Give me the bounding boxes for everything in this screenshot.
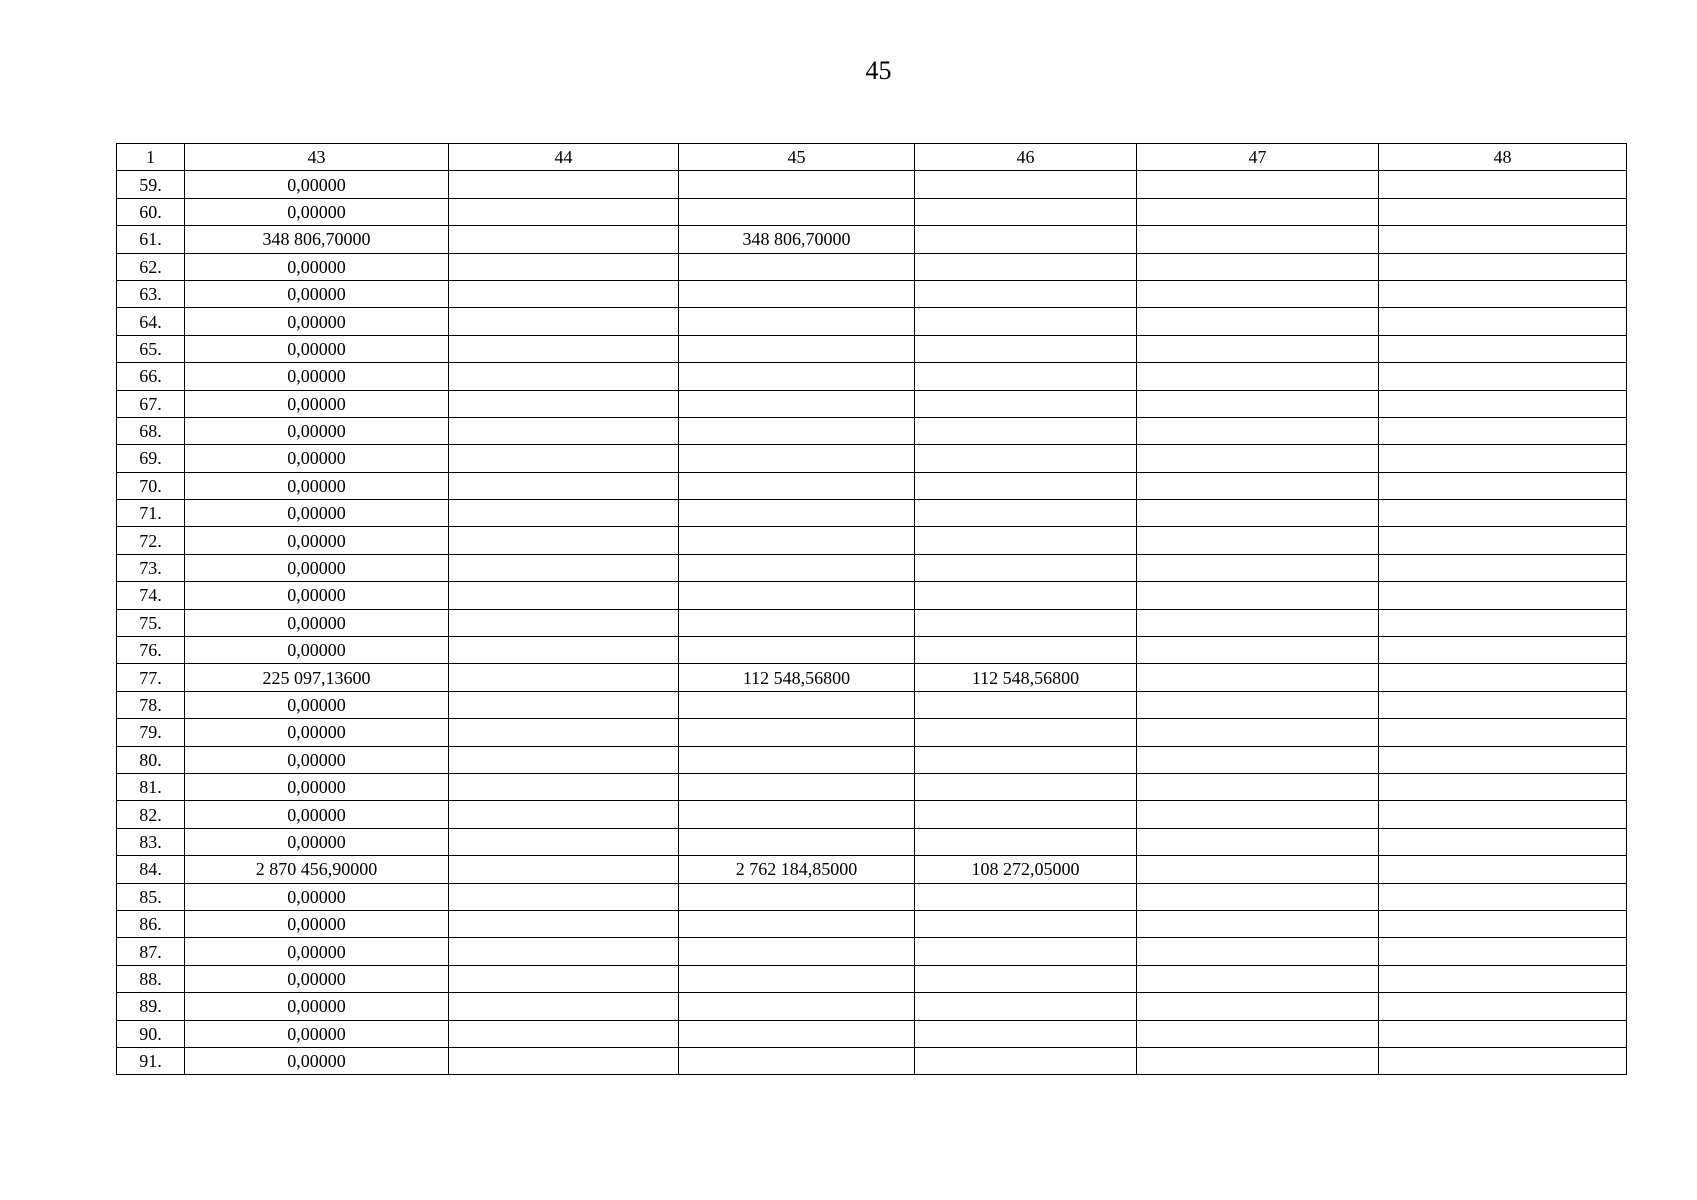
table-row bbox=[117, 773, 1627, 800]
table-cell-col-44 bbox=[449, 746, 679, 773]
header-cell-col-44: 44 bbox=[449, 144, 679, 171]
table-cell-col-44 bbox=[449, 445, 679, 472]
table-cell-col-45 bbox=[679, 719, 915, 746]
table-cell-row-number: 81. bbox=[117, 773, 185, 800]
table-cell-col-45 bbox=[679, 637, 915, 664]
data-table-container bbox=[116, 143, 1627, 1075]
table-cell-col-45 bbox=[679, 883, 915, 910]
table-cell-col-45 bbox=[679, 1020, 915, 1047]
table-row bbox=[117, 856, 1627, 883]
table-cell-col-44 bbox=[449, 856, 679, 883]
table-row bbox=[117, 609, 1627, 636]
table-cell-col-47 bbox=[1137, 417, 1379, 444]
table-cell-col-48 bbox=[1379, 335, 1627, 362]
table-cell-col-47 bbox=[1137, 828, 1379, 855]
table-cell-row-number: 84. bbox=[117, 856, 185, 883]
table-cell-col-43: 0,00000 bbox=[185, 773, 449, 800]
table-cell-col-45 bbox=[679, 609, 915, 636]
table-cell-col-48 bbox=[1379, 965, 1627, 992]
table-cell-col-48 bbox=[1379, 171, 1627, 198]
table-cell-col-48 bbox=[1379, 472, 1627, 499]
table-cell-row-number: 77. bbox=[117, 664, 185, 691]
table-cell-col-48 bbox=[1379, 554, 1627, 581]
table-row bbox=[117, 417, 1627, 444]
table-cell-row-number: 75. bbox=[117, 609, 185, 636]
table-cell-row-number: 91. bbox=[117, 1047, 185, 1074]
table-header-row bbox=[117, 144, 1627, 171]
table-cell-col-43: 0,00000 bbox=[185, 308, 449, 335]
table-row bbox=[117, 527, 1627, 554]
table-cell-col-48 bbox=[1379, 363, 1627, 390]
table-cell-col-47 bbox=[1137, 226, 1379, 253]
table-cell-col-46: 112 548,56800 bbox=[915, 664, 1137, 691]
table-cell-col-45 bbox=[679, 335, 915, 362]
table-cell-row-number: 68. bbox=[117, 417, 185, 444]
table-cell-col-44 bbox=[449, 335, 679, 362]
table-cell-col-44 bbox=[449, 198, 679, 225]
table-cell-row-number: 78. bbox=[117, 691, 185, 718]
table-cell-col-45 bbox=[679, 527, 915, 554]
table-cell-col-43: 0,00000 bbox=[185, 500, 449, 527]
table-cell-col-45 bbox=[679, 171, 915, 198]
table-cell-col-48 bbox=[1379, 883, 1627, 910]
table-cell-col-46 bbox=[915, 582, 1137, 609]
table-cell-col-46 bbox=[915, 719, 1137, 746]
table-cell-col-43: 0,00000 bbox=[185, 582, 449, 609]
table-cell-col-45: 348 806,70000 bbox=[679, 226, 915, 253]
table-row bbox=[117, 1047, 1627, 1074]
table-row bbox=[117, 363, 1627, 390]
table-cell-row-number: 90. bbox=[117, 1020, 185, 1047]
table-cell-col-44 bbox=[449, 417, 679, 444]
table-row bbox=[117, 390, 1627, 417]
table-cell-col-43: 0,00000 bbox=[185, 390, 449, 417]
table-cell-col-47 bbox=[1137, 363, 1379, 390]
table-cell-col-43: 0,00000 bbox=[185, 445, 449, 472]
table-cell-col-45 bbox=[679, 280, 915, 307]
table-cell-col-48 bbox=[1379, 719, 1627, 746]
table-cell-col-44 bbox=[449, 993, 679, 1020]
table-row bbox=[117, 253, 1627, 280]
table-cell-col-46 bbox=[915, 280, 1137, 307]
table-cell-col-43: 0,00000 bbox=[185, 198, 449, 225]
table-cell-col-47 bbox=[1137, 1047, 1379, 1074]
table-cell-row-number: 63. bbox=[117, 280, 185, 307]
table-cell-col-46 bbox=[915, 883, 1137, 910]
table-cell-col-45 bbox=[679, 445, 915, 472]
table-cell-col-44 bbox=[449, 472, 679, 499]
table-cell-col-44 bbox=[449, 500, 679, 527]
table-row bbox=[117, 171, 1627, 198]
table-cell-col-47 bbox=[1137, 1020, 1379, 1047]
table-cell-col-47 bbox=[1137, 171, 1379, 198]
table-row bbox=[117, 582, 1627, 609]
table-cell-col-43: 0,00000 bbox=[185, 883, 449, 910]
table-row bbox=[117, 226, 1627, 253]
table-cell-col-48 bbox=[1379, 691, 1627, 718]
table-cell-col-44 bbox=[449, 965, 679, 992]
table-cell-col-44 bbox=[449, 719, 679, 746]
table-cell-col-48 bbox=[1379, 637, 1627, 664]
table-cell-col-48 bbox=[1379, 746, 1627, 773]
table-row bbox=[117, 500, 1627, 527]
table-cell-col-47 bbox=[1137, 993, 1379, 1020]
table-cell-row-number: 76. bbox=[117, 637, 185, 664]
table-cell-col-47 bbox=[1137, 500, 1379, 527]
table-cell-row-number: 82. bbox=[117, 801, 185, 828]
table-cell-row-number: 88. bbox=[117, 965, 185, 992]
table-cell-col-43: 0,00000 bbox=[185, 910, 449, 937]
table-cell-col-48 bbox=[1379, 226, 1627, 253]
header-cell-col-47: 47 bbox=[1137, 144, 1379, 171]
table-cell-col-43: 0,00000 bbox=[185, 171, 449, 198]
table-cell-col-46 bbox=[915, 226, 1137, 253]
table-cell-col-44 bbox=[449, 801, 679, 828]
table-cell-row-number: 71. bbox=[117, 500, 185, 527]
table-cell-row-number: 74. bbox=[117, 582, 185, 609]
table-row bbox=[117, 746, 1627, 773]
header-cell-col-46: 46 bbox=[915, 144, 1137, 171]
table-cell-col-46 bbox=[915, 472, 1137, 499]
table-cell-row-number: 62. bbox=[117, 253, 185, 280]
table-cell-col-48 bbox=[1379, 445, 1627, 472]
table-cell-col-43: 0,00000 bbox=[185, 417, 449, 444]
table-cell-col-48 bbox=[1379, 773, 1627, 800]
table-row bbox=[117, 965, 1627, 992]
table-cell-col-48 bbox=[1379, 801, 1627, 828]
table-cell-col-43: 0,00000 bbox=[185, 253, 449, 280]
table-row bbox=[117, 335, 1627, 362]
table-row bbox=[117, 308, 1627, 335]
table-cell-col-44 bbox=[449, 828, 679, 855]
table-cell-col-43: 0,00000 bbox=[185, 828, 449, 855]
table-cell-col-43: 0,00000 bbox=[185, 746, 449, 773]
table-cell-col-45: 112 548,56800 bbox=[679, 664, 915, 691]
table-cell-col-48 bbox=[1379, 417, 1627, 444]
table-cell-col-43: 0,00000 bbox=[185, 527, 449, 554]
table-row bbox=[117, 472, 1627, 499]
table-cell-col-47 bbox=[1137, 719, 1379, 746]
table-cell-col-43: 0,00000 bbox=[185, 719, 449, 746]
table-cell-col-47 bbox=[1137, 910, 1379, 937]
table-cell-col-46 bbox=[915, 1020, 1137, 1047]
table-cell-col-47 bbox=[1137, 965, 1379, 992]
table-cell-col-47 bbox=[1137, 664, 1379, 691]
table-cell-col-47 bbox=[1137, 746, 1379, 773]
table-cell-col-46 bbox=[915, 828, 1137, 855]
table-cell-col-48 bbox=[1379, 1020, 1627, 1047]
table-cell-col-48 bbox=[1379, 993, 1627, 1020]
table-cell-col-48 bbox=[1379, 253, 1627, 280]
table-cell-col-46 bbox=[915, 445, 1137, 472]
table-cell-col-48 bbox=[1379, 198, 1627, 225]
table-cell-col-43: 0,00000 bbox=[185, 1047, 449, 1074]
table-cell-col-47 bbox=[1137, 582, 1379, 609]
table-cell-col-46 bbox=[915, 554, 1137, 581]
data-table bbox=[116, 143, 1627, 1075]
table-cell-col-44 bbox=[449, 226, 679, 253]
table-cell-col-48 bbox=[1379, 664, 1627, 691]
table-cell-col-48 bbox=[1379, 280, 1627, 307]
table-cell-row-number: 61. bbox=[117, 226, 185, 253]
table-cell-col-43: 2 870 456,90000 bbox=[185, 856, 449, 883]
table-cell-col-43: 0,00000 bbox=[185, 280, 449, 307]
table-cell-col-46 bbox=[915, 801, 1137, 828]
table-cell-row-number: 83. bbox=[117, 828, 185, 855]
table-cell-col-43: 0,00000 bbox=[185, 965, 449, 992]
table-cell-col-47 bbox=[1137, 609, 1379, 636]
table-cell-col-45 bbox=[679, 308, 915, 335]
table-body bbox=[117, 144, 1627, 1075]
table-cell-col-45 bbox=[679, 582, 915, 609]
page-number: 45 bbox=[865, 56, 892, 85]
table-cell-col-45 bbox=[679, 773, 915, 800]
table-cell-col-45 bbox=[679, 828, 915, 855]
table-cell-col-44 bbox=[449, 691, 679, 718]
table-cell-col-46 bbox=[915, 637, 1137, 664]
table-cell-col-48 bbox=[1379, 856, 1627, 883]
table-cell-col-46 bbox=[915, 171, 1137, 198]
table-cell-col-45 bbox=[679, 993, 915, 1020]
table-cell-col-44 bbox=[449, 664, 679, 691]
header-cell-col-48: 48 bbox=[1379, 144, 1627, 171]
table-cell-col-44 bbox=[449, 280, 679, 307]
table-row bbox=[117, 554, 1627, 581]
table-cell-col-47 bbox=[1137, 280, 1379, 307]
table-cell-row-number: 60. bbox=[117, 198, 185, 225]
table-row bbox=[117, 198, 1627, 225]
table-cell-col-47 bbox=[1137, 308, 1379, 335]
table-cell-row-number: 70. bbox=[117, 472, 185, 499]
table-cell-col-44 bbox=[449, 308, 679, 335]
table-cell-col-44 bbox=[449, 637, 679, 664]
table-cell-col-46 bbox=[915, 773, 1137, 800]
table-cell-col-45 bbox=[679, 500, 915, 527]
table-row bbox=[117, 910, 1627, 937]
table-cell-col-45 bbox=[679, 801, 915, 828]
table-cell-col-43: 348 806,70000 bbox=[185, 226, 449, 253]
table-cell-row-number: 65. bbox=[117, 335, 185, 362]
table-cell-col-44 bbox=[449, 938, 679, 965]
table-cell-col-46 bbox=[915, 500, 1137, 527]
table-cell-col-48 bbox=[1379, 1047, 1627, 1074]
table-cell-col-47 bbox=[1137, 390, 1379, 417]
table-cell-col-44 bbox=[449, 1020, 679, 1047]
table-cell-col-46 bbox=[915, 335, 1137, 362]
table-row bbox=[117, 280, 1627, 307]
table-cell-col-47 bbox=[1137, 253, 1379, 280]
table-cell-col-45 bbox=[679, 910, 915, 937]
table-cell-row-number: 66. bbox=[117, 363, 185, 390]
table-cell-col-48 bbox=[1379, 828, 1627, 855]
table-cell-col-45 bbox=[679, 746, 915, 773]
table-row bbox=[117, 1020, 1627, 1047]
table-cell-col-43: 0,00000 bbox=[185, 691, 449, 718]
table-cell-col-47 bbox=[1137, 691, 1379, 718]
table-cell-col-47 bbox=[1137, 883, 1379, 910]
table-cell-col-44 bbox=[449, 883, 679, 910]
table-cell-col-46 bbox=[915, 910, 1137, 937]
table-cell-col-47 bbox=[1137, 773, 1379, 800]
table-cell-col-45 bbox=[679, 253, 915, 280]
table-cell-col-44 bbox=[449, 390, 679, 417]
table-cell-col-45 bbox=[679, 198, 915, 225]
table-cell-col-45 bbox=[679, 965, 915, 992]
table-cell-row-number: 80. bbox=[117, 746, 185, 773]
table-cell-col-47 bbox=[1137, 637, 1379, 664]
header-cell-col-43: 43 bbox=[185, 144, 449, 171]
table-cell-row-number: 89. bbox=[117, 993, 185, 1020]
table-row bbox=[117, 801, 1627, 828]
table-cell-row-number: 87. bbox=[117, 938, 185, 965]
table-cell-row-number: 67. bbox=[117, 390, 185, 417]
table-cell-col-44 bbox=[449, 171, 679, 198]
table-cell-col-48 bbox=[1379, 938, 1627, 965]
table-cell-col-43: 0,00000 bbox=[185, 609, 449, 636]
table-cell-row-number: 79. bbox=[117, 719, 185, 746]
table-cell-col-46 bbox=[915, 1047, 1137, 1074]
table-cell-col-44 bbox=[449, 582, 679, 609]
table-cell-row-number: 73. bbox=[117, 554, 185, 581]
table-cell-col-44 bbox=[449, 910, 679, 937]
table-cell-col-44 bbox=[449, 773, 679, 800]
table-cell-col-45 bbox=[679, 554, 915, 581]
table-cell-col-45: 2 762 184,85000 bbox=[679, 856, 915, 883]
table-cell-col-47 bbox=[1137, 335, 1379, 362]
table-cell-col-44 bbox=[449, 527, 679, 554]
table-cell-col-47 bbox=[1137, 801, 1379, 828]
table-cell-col-46 bbox=[915, 253, 1137, 280]
table-cell-col-47 bbox=[1137, 938, 1379, 965]
table-row bbox=[117, 691, 1627, 718]
table-cell-col-47 bbox=[1137, 554, 1379, 581]
table-cell-col-45 bbox=[679, 472, 915, 499]
table-cell-col-43: 0,00000 bbox=[185, 801, 449, 828]
table-cell-col-43: 0,00000 bbox=[185, 363, 449, 390]
table-cell-row-number: 59. bbox=[117, 171, 185, 198]
table-cell-col-45 bbox=[679, 417, 915, 444]
table-cell-col-44 bbox=[449, 363, 679, 390]
table-row bbox=[117, 938, 1627, 965]
table-row bbox=[117, 883, 1627, 910]
table-cell-col-45 bbox=[679, 363, 915, 390]
table-cell-row-number: 69. bbox=[117, 445, 185, 472]
table-cell-col-43: 0,00000 bbox=[185, 472, 449, 499]
table-cell-col-45 bbox=[679, 938, 915, 965]
table-cell-col-47 bbox=[1137, 472, 1379, 499]
table-cell-col-43: 0,00000 bbox=[185, 1020, 449, 1047]
table-cell-col-47 bbox=[1137, 856, 1379, 883]
table-row bbox=[117, 664, 1627, 691]
table-cell-col-46 bbox=[915, 609, 1137, 636]
table-cell-col-48 bbox=[1379, 582, 1627, 609]
table-cell-col-48 bbox=[1379, 527, 1627, 554]
table-cell-col-43: 0,00000 bbox=[185, 637, 449, 664]
table-cell-col-46 bbox=[915, 198, 1137, 225]
table-cell-col-45 bbox=[679, 691, 915, 718]
table-cell-col-48 bbox=[1379, 609, 1627, 636]
table-cell-col-46 bbox=[915, 938, 1137, 965]
table-cell-col-46 bbox=[915, 363, 1137, 390]
table-cell-col-44 bbox=[449, 1047, 679, 1074]
table-cell-col-46 bbox=[915, 993, 1137, 1020]
table-cell-col-46 bbox=[915, 965, 1137, 992]
table-cell-row-number: 72. bbox=[117, 527, 185, 554]
table-cell-col-46 bbox=[915, 746, 1137, 773]
table-cell-row-number: 64. bbox=[117, 308, 185, 335]
table-cell-col-43: 0,00000 bbox=[185, 335, 449, 362]
header-cell-row-number: 1 bbox=[117, 144, 185, 171]
table-row bbox=[117, 719, 1627, 746]
table-cell-col-43: 0,00000 bbox=[185, 554, 449, 581]
table-cell-col-45 bbox=[679, 390, 915, 417]
table-cell-col-46 bbox=[915, 417, 1137, 444]
table-cell-col-46 bbox=[915, 691, 1137, 718]
table-cell-col-47 bbox=[1137, 198, 1379, 225]
table-cell-col-47 bbox=[1137, 445, 1379, 472]
table-row bbox=[117, 993, 1627, 1020]
table-cell-col-44 bbox=[449, 554, 679, 581]
table-cell-col-46 bbox=[915, 308, 1137, 335]
table-cell-row-number: 85. bbox=[117, 883, 185, 910]
table-cell-col-43: 225 097,13600 bbox=[185, 664, 449, 691]
table-cell-col-44 bbox=[449, 609, 679, 636]
header-cell-col-45: 45 bbox=[679, 144, 915, 171]
table-row bbox=[117, 637, 1627, 664]
table-cell-col-47 bbox=[1137, 527, 1379, 554]
table-cell-col-45 bbox=[679, 1047, 915, 1074]
table-cell-col-43: 0,00000 bbox=[185, 938, 449, 965]
table-cell-col-46 bbox=[915, 390, 1137, 417]
table-cell-col-46 bbox=[915, 527, 1137, 554]
table-row bbox=[117, 445, 1627, 472]
table-cell-col-48 bbox=[1379, 308, 1627, 335]
table-cell-col-48 bbox=[1379, 910, 1627, 937]
table-row bbox=[117, 828, 1627, 855]
table-cell-col-44 bbox=[449, 253, 679, 280]
table-cell-col-46: 108 272,05000 bbox=[915, 856, 1137, 883]
table-cell-col-48 bbox=[1379, 390, 1627, 417]
table-cell-col-43: 0,00000 bbox=[185, 993, 449, 1020]
table-cell-col-48 bbox=[1379, 500, 1627, 527]
table-cell-row-number: 86. bbox=[117, 910, 185, 937]
